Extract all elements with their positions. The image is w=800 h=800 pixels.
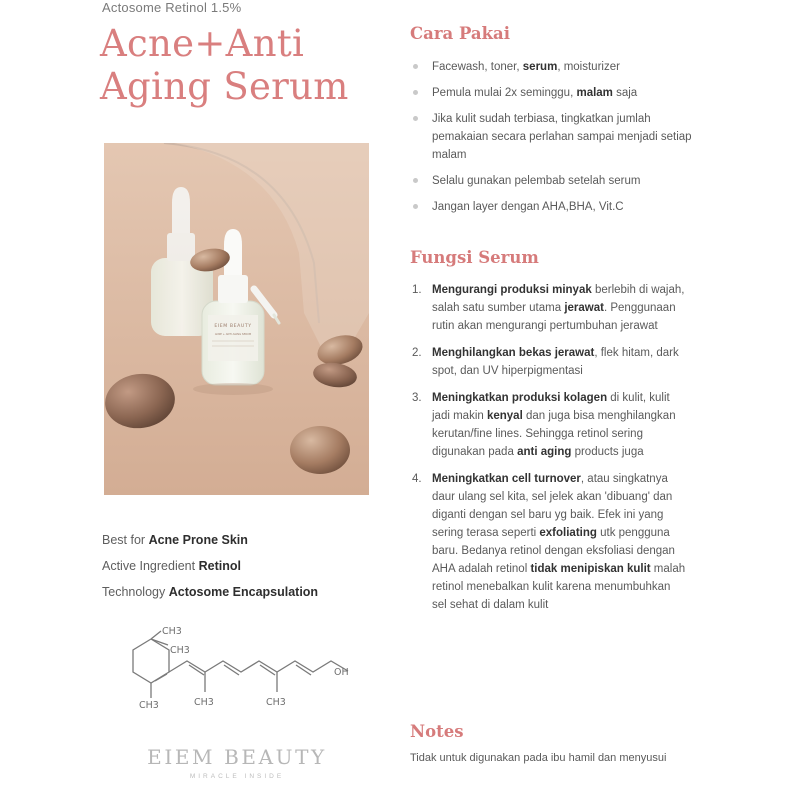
list-item — [412, 84, 692, 102]
list-item — [412, 110, 692, 164]
methyl-label: CH3 — [266, 697, 286, 708]
bottle-label-brand: EIEM BEAUTY — [214, 324, 252, 329]
emphasis-text: malam — [576, 87, 613, 99]
body-text: , flek hitam, dark spot, dan UV hiperpigmentasi — [432, 347, 679, 377]
emphasis-text: exfoliating — [539, 527, 597, 539]
emphasis-text: tidak menipiskan kulit — [530, 563, 651, 575]
spec-technology — [102, 584, 318, 610]
bottle-label-product: ACNE + ANTI AGING SERUM — [214, 333, 252, 336]
notes-text: Tidak untuk digunakan pada ibu hamil dan menyusui — [410, 752, 667, 764]
spec-value: Actosome Encapsulation — [168, 585, 319, 599]
body-text: berlebih di wajah, salah satu sumber utama — [432, 284, 685, 314]
cara-pakai-list — [412, 58, 692, 224]
spec-best-for — [102, 532, 318, 558]
body-text: di kulit, kulit jadi makin — [432, 392, 670, 422]
spec-label: Active Ingredient — [102, 559, 196, 573]
product-specs — [102, 532, 318, 610]
emphasis-text: Meningkatkan produksi kolagen — [432, 392, 608, 404]
methyl-label: CH3 — [170, 645, 190, 656]
body-text: saja — [612, 87, 638, 99]
spec-value: Acne Prone Skin — [148, 533, 248, 547]
spec-value: Retinol — [198, 559, 241, 573]
body-text: Selalu gunakan pelembab setelah serum — [432, 175, 641, 187]
retinol-molecule-diagram — [98, 620, 360, 716]
fungsi-serum-list — [412, 281, 687, 623]
body-text: . Penggunaan rutin akan mengurangi pertumbuhan jerawat — [432, 302, 676, 332]
body-text: Facewash, toner, — [432, 61, 523, 73]
body-text: products juga — [571, 446, 644, 458]
spec-active-ingredient — [102, 558, 318, 584]
list-item — [412, 344, 687, 380]
product-photo — [104, 143, 369, 495]
list-number: 2. — [412, 347, 422, 359]
hydroxyl-label: OH — [334, 667, 349, 678]
list-item — [412, 281, 687, 335]
product-photo-illustration — [104, 143, 369, 495]
body-text: , moisturizer — [557, 61, 620, 73]
emphasis-text: kenyal — [486, 410, 523, 422]
body-text: dan juga bisa menghilangkan kerutan/fine lines. Sehingga retinol sering digunakan pada — [432, 410, 676, 458]
emphasis-text: Meningkatkan cell turnover — [432, 473, 581, 485]
body-text: Jangan layer dengan AHA,BHA, Vit.C — [432, 201, 624, 213]
notes-heading: Notes — [410, 722, 464, 741]
body-text: utk pengguna baru. Bedanya retinol dengan eksfoliasi dengan AHA adalah retinol — [432, 527, 675, 575]
spec-label: Best for — [102, 533, 146, 547]
list-item — [412, 389, 687, 461]
title-line-2: Aging Serum — [100, 65, 349, 108]
methyl-label: CH3 — [194, 697, 214, 708]
body-text: , atau singkatnya daur ulang sel kita, sel jelek akan 'dibuang' dan diganti dengan sel baru yg baik. Efek ini yang sering terasa seperti — [432, 473, 673, 539]
emphasis-text: jerawat — [564, 302, 604, 314]
list-item — [412, 58, 692, 76]
body-text: Pemula mulai 2x seminggu, — [432, 87, 577, 99]
body-text: malah retinol menebalkan kulit karena menumbuhkan sel sehat di dalam kulit — [432, 563, 686, 611]
list-number: 4. — [412, 473, 422, 485]
title-line-1: Acne+Anti — [100, 22, 305, 65]
emphasis-text: Mengurangi produksi minyak — [432, 284, 592, 296]
fungsi-serum-heading: Fungsi Serum — [410, 248, 539, 267]
emphasis-text: anti aging — [517, 446, 572, 458]
spec-label: Technology — [102, 585, 166, 599]
emphasis-text: serum — [522, 61, 558, 73]
methyl-label: CH3 — [162, 626, 182, 637]
list-item — [412, 470, 687, 614]
product-subtitle: Actosome Retinol 1.5% — [102, 0, 242, 15]
brand-tagline: MIRACLE INSIDE — [189, 773, 285, 780]
list-number: 3. — [412, 392, 422, 404]
cara-pakai-heading: Cara Pakai — [410, 24, 510, 43]
stone — [290, 426, 350, 474]
brand-logo: EIEM BEAUTY — [147, 745, 327, 769]
methyl-label: CH3 — [139, 700, 159, 711]
list-item — [412, 198, 692, 216]
list-number: 1. — [412, 284, 422, 296]
list-item — [412, 172, 692, 190]
product-title — [100, 22, 349, 108]
body-text: Jika kulit sudah terbiasa, tingkatkan jumlah pemakaian secara perlahan sampai menjadi setiap malam — [432, 113, 692, 161]
emphasis-text: Menghilangkan bekas jerawat — [432, 347, 595, 359]
